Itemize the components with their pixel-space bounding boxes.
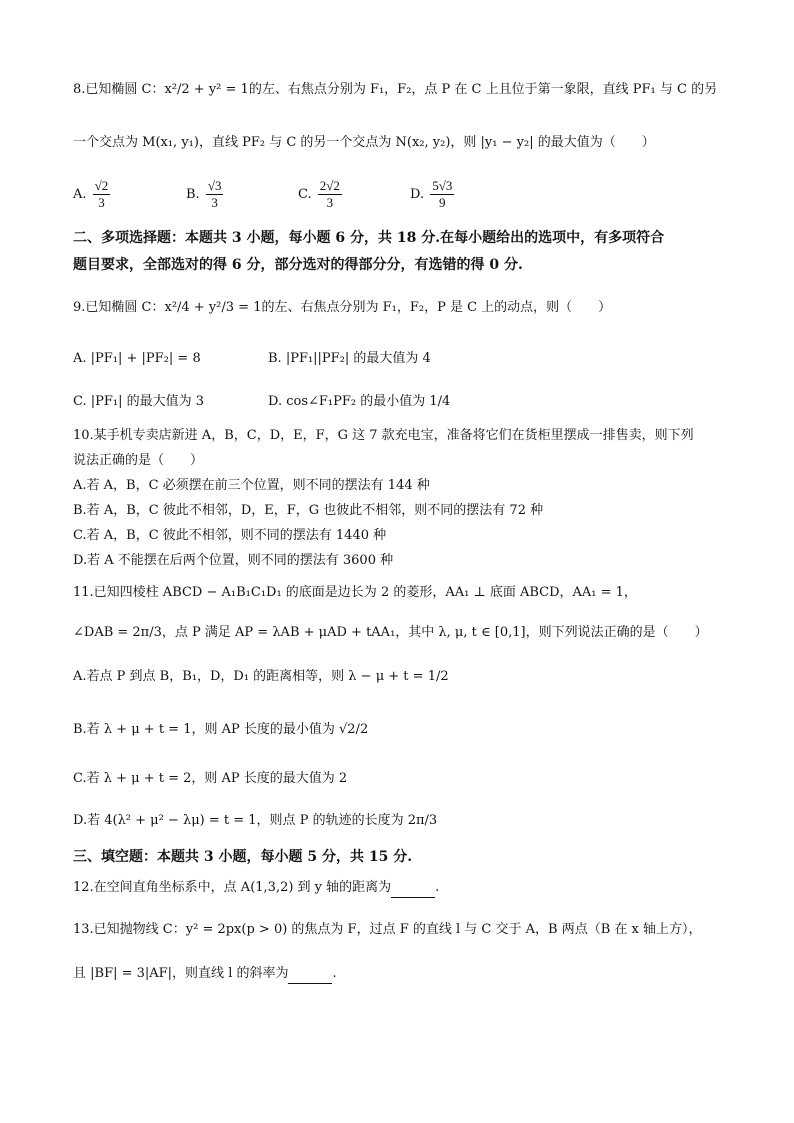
fraction-numerator: 2√2 xyxy=(319,178,340,193)
q11-stem-line2: ∠DAB = 2π/3，点 P 满足 AP = λAB + μAD + tAA₁，其中 λ, μ, t ∈ [0,1]，则下列说法正确的是（ ） xyxy=(73,625,708,640)
q8-option-c[interactable] xyxy=(298,178,344,211)
option-fraction xyxy=(430,178,454,211)
q8-option-b[interactable] xyxy=(186,178,225,211)
q13-stem-line1: 13.已知抛物线 C：y² = 2px(p > 0) 的焦点为 F，过点 F 的直线 l 与 C 交于 A，B 两点（B 在 x 轴上方）， xyxy=(73,922,702,937)
q11-option-d[interactable]: D.若 4(λ² + μ² − λμ) = t = 1，则点 P 的轨迹的长度为 2π/3 xyxy=(73,813,438,828)
fraction-numerator: 5√3 xyxy=(432,178,453,193)
q8-stem-line2: 一个交点为 M(x₁, y₁)，直线 PF₂ 与 C 的另一个交点为 N(x₂, y₂)，则 |y₁ − y₂| 的最大值为（ ） xyxy=(73,135,655,150)
q12-text: 12.在空间直角坐标系中，点 A(1,3,2) 到 y 轴的距离为 xyxy=(73,880,392,895)
option-fraction xyxy=(93,178,111,211)
q11-stem-line1: 11.已知四棱柱 ABCD − A₁B₁C₁D₁ 的底面是边长为 2 的菱形，AA₁ ⊥ 底面 ABCD，AA₁ = 1， xyxy=(73,585,637,600)
section-3-heading: 三、填空题：本题共 3 小题，每小题 5 分，共 15 分. xyxy=(73,849,413,865)
fraction-numerator: √3 xyxy=(207,178,222,193)
q11-option-a[interactable]: A.若点 P 到点 B，B₁，D，D₁ 的距离相等，则 λ − μ + t = 1/2 xyxy=(73,669,449,684)
option-fraction xyxy=(206,178,224,211)
option-letter: B. xyxy=(186,187,200,202)
option-letter: D. xyxy=(410,187,425,202)
q10-option-c[interactable]: C.若 A，B，C 彼此不相邻，则不同的摆法有 1440 种 xyxy=(73,528,387,543)
option-fraction xyxy=(318,178,342,211)
q10-stem-line2: 说法正确的是（ ） xyxy=(73,453,204,468)
q9-stem: 9.已知椭圆 C：x²/4 + y²/3 = 1的左、右焦点分别为 F₁，F₂，P 是 C 上的动点，则（ ） xyxy=(73,300,612,315)
q8-option-d[interactable] xyxy=(410,178,456,211)
q9-option-d[interactable]: D. cos∠F₁PF₂ 的最小值为 1/4 xyxy=(268,394,451,409)
q10-option-a[interactable]: A.若 A，B，C 必须摆在前三个位置，则不同的摆法有 144 种 xyxy=(73,478,430,493)
option-letter: A. xyxy=(73,187,87,202)
answer-blank[interactable] xyxy=(288,969,332,984)
q13-stem-line2: 且 |BF| = 3|AF|，则直线 l 的斜率为 . xyxy=(73,964,337,984)
q12-stem: 12.在空间直角坐标系中，点 A(1,3,2) 到 y 轴的距离为 . xyxy=(73,878,439,898)
q10-stem-line1: 10.某手机专卖店新进 A，B，C，D，E，F，G 这 7 款充电宝，准备将它们在货柜里摆成一排售卖，则下列 xyxy=(73,428,694,443)
section-2-heading-line2: 题目要求，全部选对的得 6 分，部分选对的得部分分，有选错的得 0 分. xyxy=(73,257,523,273)
q8-stem-line1: 8.已知椭圆 C：x²/2 + y² = 1的左、右焦点分别为 F₁，F₂，点 P 在 C 上且位于第一象限，直线 PF₁ 与 C 的另 xyxy=(73,82,718,97)
q10-option-d[interactable]: D.若 A 不能摆在后两个位置，则不同的摆法有 3600 种 xyxy=(73,553,394,568)
q9-option-a[interactable]: A. |PF₁| + |PF₂| = 8 xyxy=(73,351,201,366)
q10-option-b[interactable]: B.若 A，B，C 彼此不相邻，D，E，F，G 也彼此不相邻，则不同的摆法有 72 种 xyxy=(73,503,544,518)
fraction-denominator: 3 xyxy=(326,195,334,210)
fraction-denominator: 3 xyxy=(211,195,218,210)
q11-option-c[interactable]: C.若 λ + μ + t = 2，则 AP 长度的最大值为 2 xyxy=(73,771,348,786)
answer-blank[interactable] xyxy=(391,883,435,898)
fraction-numerator: √2 xyxy=(94,178,109,193)
q9-option-b[interactable]: B. |PF₁||PF₂| 的最大值为 4 xyxy=(268,351,431,366)
fraction-denominator: 9 xyxy=(439,195,446,210)
q8-option-a[interactable] xyxy=(73,178,112,211)
section-2-heading-line1: 二、多项选择题：本题共 3 小题，每小题 6 分，共 18 分.在每小题给出的选项中，有多项符合 xyxy=(73,230,665,246)
option-letter: C. xyxy=(298,187,312,202)
q13-text: 且 |BF| = 3|AF|，则直线 l 的斜率为 xyxy=(73,966,289,981)
q9-option-c[interactable]: C. |PF₁| 的最大值为 3 xyxy=(73,394,205,409)
q11-option-b[interactable]: B.若 λ + μ + t = 1，则 AP 长度的最小值为 √2/2 xyxy=(73,722,369,737)
fraction-denominator: 3 xyxy=(98,195,105,210)
